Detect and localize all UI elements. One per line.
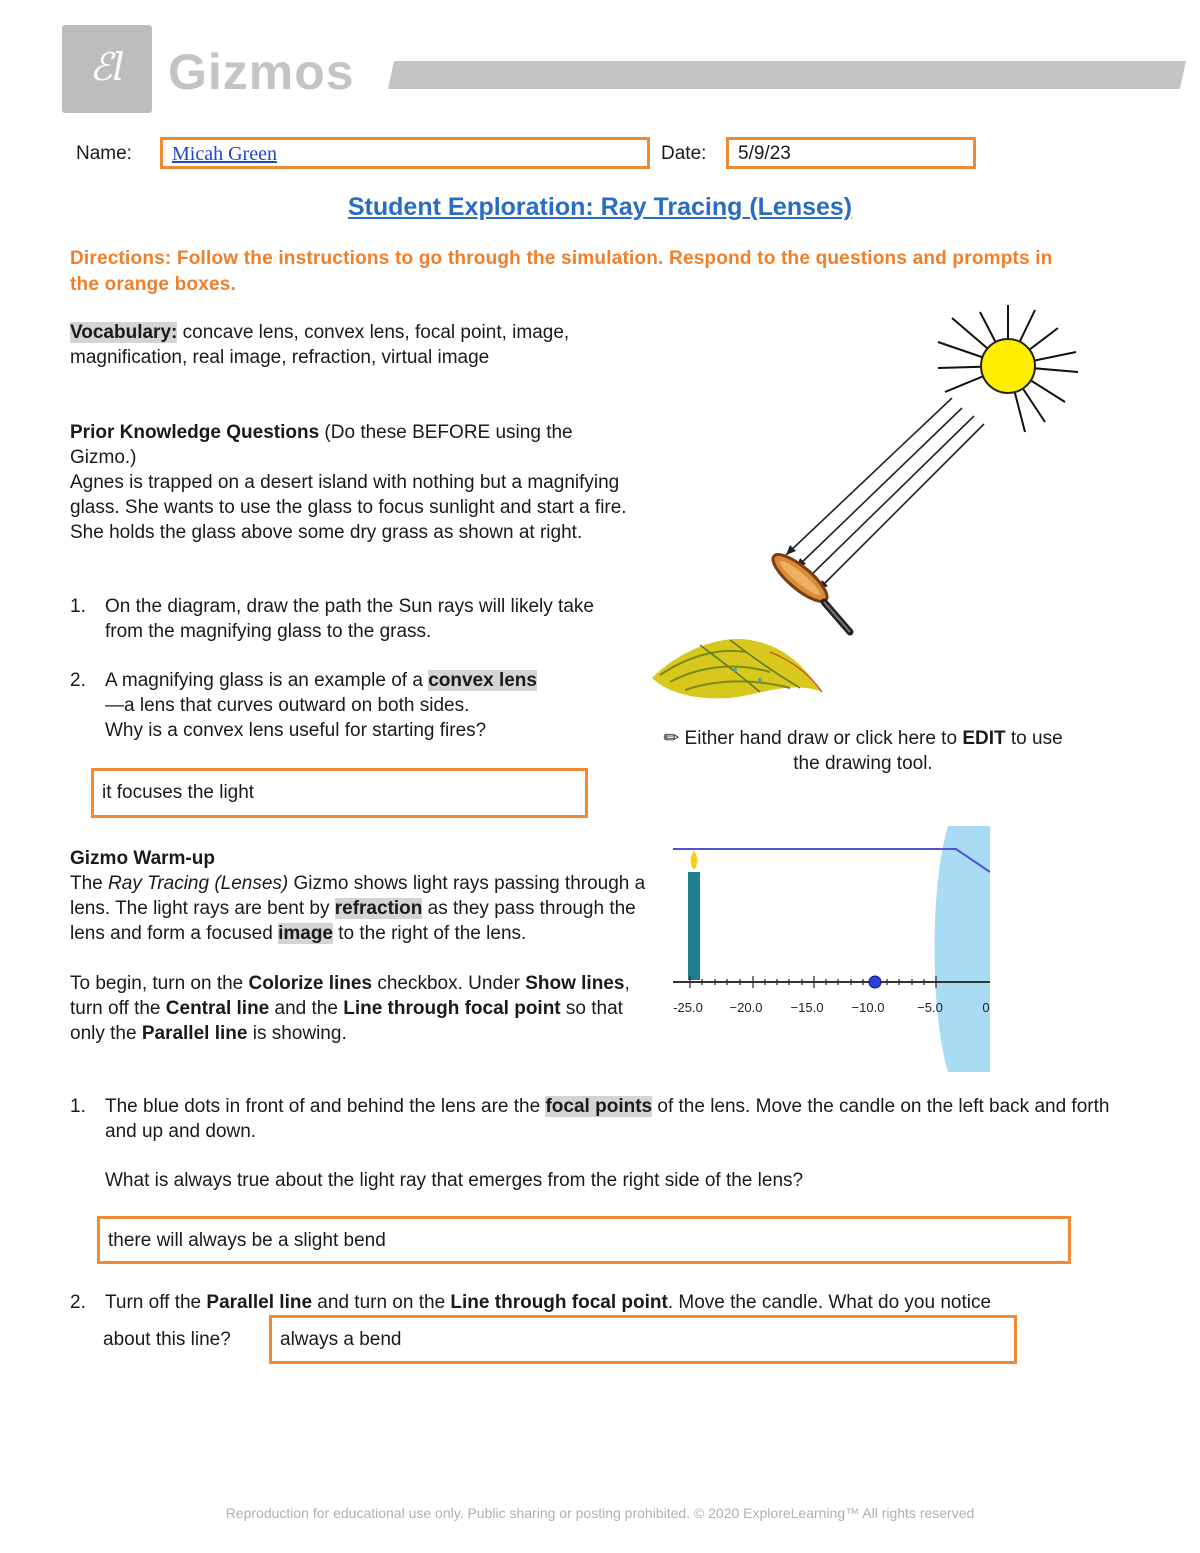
parallel-line-term: Parallel line xyxy=(141,1023,248,1044)
warmup-q2-text xyxy=(105,1290,1125,1315)
tick-label: 0 xyxy=(982,1000,990,1015)
vocabulary-text: concave lens, convex lens, focal point, image, magnification, real image, refraction, virtual image xyxy=(70,322,570,368)
warmup-p1-c: as they pass through the lens and form a focused xyxy=(70,898,636,944)
prior-q1-text: On the diagram, draw the path the Sun rays will likely take from the magnifying glass to the grass. xyxy=(105,596,594,642)
prior-knowledge xyxy=(70,420,630,545)
prior-heading-line xyxy=(70,420,630,470)
tick-label: −10.0 xyxy=(851,1000,885,1015)
warmup-q2-number: 2. xyxy=(70,1292,86,1313)
directions: Directions: Follow the instructions to go through the simulation. Respond to the questions and prompts in the orange boxes. xyxy=(70,248,1053,295)
focal-line-term-2: Line through focal point xyxy=(450,1292,668,1313)
warmup-p1-b: Gizmo shows light rays passing through a lens. The light rays are bent by xyxy=(70,873,646,919)
vocabulary-label: Vocabulary: xyxy=(70,322,178,343)
warmup-q2-answer-box[interactable] xyxy=(269,1315,1017,1364)
prior-heading-note: (Do these BEFORE using the Gizmo.) xyxy=(70,422,573,468)
magnifying-glass-icon xyxy=(767,548,850,632)
lens-shape xyxy=(935,826,991,1072)
image-term: image xyxy=(278,923,333,944)
colorize-lines-term: Colorize lines xyxy=(248,973,373,994)
page-title: Student Exploration: Ray Tracing (Lenses) xyxy=(347,193,853,221)
footer-copyright: Reproduction for educational use only. Public sharing or posting prohibited. © 2020 ExploreLearning™ All rights reserved xyxy=(225,1505,975,1521)
warmup-heading: Gizmo Warm-up xyxy=(70,848,215,869)
prior-intro: Agnes is trapped on a desert island with nothing but a magnifying glass. She wants to use the glass to focus sunlight and start a fire. She holds the glass above some dry grass as shown at right. xyxy=(70,472,627,543)
warmup-paragraph-2 xyxy=(70,971,650,1046)
prior-q2-answer: it focuses the light xyxy=(102,782,255,803)
name-label: Name: xyxy=(76,143,132,164)
warmup-q2-a: Turn off the xyxy=(105,1292,207,1313)
header-bar xyxy=(388,61,1186,89)
warmup-p2-c: checkbox. Under xyxy=(372,973,526,994)
name-value: Micah Green xyxy=(172,143,277,165)
prior-q2-text xyxy=(105,668,630,743)
warmup-q1-number: 1. xyxy=(70,1096,86,1117)
warmup-q2-d: . Move the candle. What do you notice xyxy=(667,1292,992,1313)
warmup-section xyxy=(70,846,650,1046)
sun-magnifier-illustration xyxy=(640,300,1090,710)
warmup-q1-answer: there will always be a slight bend xyxy=(108,1230,386,1251)
prior-q1-number: 1. xyxy=(70,596,86,617)
warmup-q2-answer: always a bend xyxy=(280,1329,402,1350)
warmup-q1-text xyxy=(105,1094,1115,1144)
gizmos-logo-tile xyxy=(62,25,152,113)
warmup-q1-question: What is always true about the light ray that emerges from the right side of the lens? xyxy=(105,1170,804,1191)
brand-name: Gizmos xyxy=(168,44,355,100)
edit-link[interactable]: EDIT xyxy=(962,728,1006,749)
refraction-term: refraction xyxy=(334,898,423,919)
warmup-p2-g: is showing. xyxy=(247,1023,347,1044)
focal-line-term: Line through focal point xyxy=(343,998,561,1019)
warmup-p2-d: , turn off the xyxy=(70,973,630,1019)
date-label: Date: xyxy=(661,143,707,164)
warmup-q2-c: and turn on the xyxy=(312,1292,451,1313)
gizmo-simulation-screenshot xyxy=(668,826,990,1072)
warmup-q1-a: The blue dots in front of and behind the lens are the xyxy=(105,1096,546,1117)
tick-label: −5.0 xyxy=(917,1000,943,1015)
date-value: 5/9/23 xyxy=(738,143,791,164)
focal-points-term: focal points xyxy=(545,1096,653,1117)
vocabulary xyxy=(70,320,590,370)
explorelearning-logo-mark: ℰl xyxy=(89,45,125,89)
warmup-p1-d: to the right of the lens. xyxy=(333,923,527,944)
parallel-line-term-2: Parallel line xyxy=(206,1292,313,1313)
sun-rays xyxy=(786,398,984,590)
warmup-p1-a: The xyxy=(70,873,109,894)
sun-icon xyxy=(938,305,1078,432)
show-lines-term: Show lines xyxy=(525,973,625,994)
central-line-term: Central line xyxy=(165,998,270,1019)
dry-grass-icon xyxy=(652,639,822,698)
prior-q2-post: —a lens that curves outward on both sides. xyxy=(105,695,470,716)
pencil-icon: ✏ xyxy=(663,728,680,749)
drawing-tool-note[interactable] xyxy=(648,726,1078,776)
name-field[interactable] xyxy=(160,137,650,169)
warmup-p2-f: so that only the xyxy=(70,998,623,1044)
prior-q2-number: 2. xyxy=(70,670,86,691)
tick-label: −15.0 xyxy=(790,1000,824,1015)
prior-q2-pre: A magnifying glass is an example of a xyxy=(105,670,429,691)
warmup-paragraph-1 xyxy=(70,871,650,946)
tick-label: -25.0 xyxy=(673,1000,703,1015)
drawing-note-post: to use the drawing tool. xyxy=(793,728,1063,774)
date-field[interactable] xyxy=(726,137,976,169)
gizmo-name: Ray Tracing (Lenses) xyxy=(108,873,289,894)
warmup-p2-a: To begin, turn on the xyxy=(70,973,249,994)
warmup-q2-line2: about this line? xyxy=(103,1329,231,1350)
prior-q2-question: Why is a convex lens useful for starting fires? xyxy=(105,720,487,741)
convex-lens-term: convex lens xyxy=(428,670,537,691)
drawing-note-pre: Either hand draw or click here to xyxy=(679,728,963,749)
tick-label: −20.0 xyxy=(729,1000,763,1015)
warmup-p2-e: and the xyxy=(269,998,344,1019)
focal-point-dot xyxy=(869,976,881,988)
warmup-q1-answer-box[interactable] xyxy=(97,1216,1071,1264)
prior-q2-answer-box[interactable] xyxy=(91,768,588,818)
warmup-q1-b: of the lens. Move the candle on the left back and forth and up and down. xyxy=(105,1096,1110,1142)
prior-heading: Prior Knowledge Questions xyxy=(70,422,320,443)
